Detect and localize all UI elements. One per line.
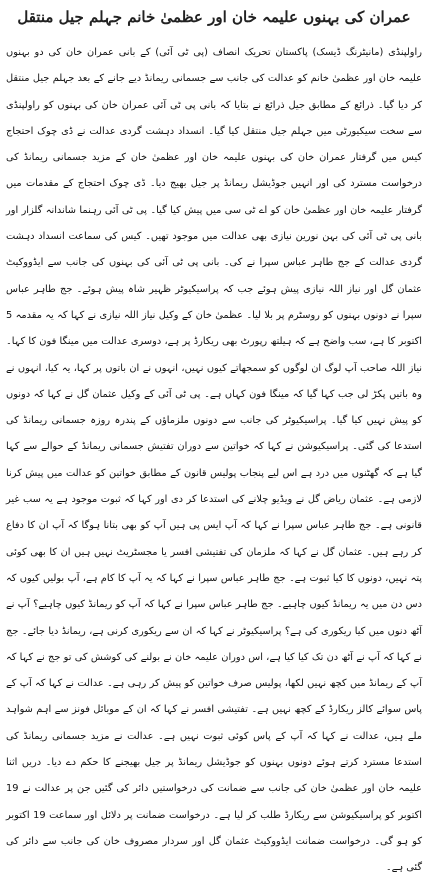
article-headline: عمران کی بہنوں علیمہ خان اور عظمیٰ خانم جہلم جیل منتقل xyxy=(17,8,411,26)
article-body xyxy=(6,40,422,882)
article-paragraph: راولپنڈی (مانیٹرنگ ڈیسک) پاکستان تحریک انصاف (پی ٹی آئی) کے بانی عمران خان کی دو بہنوں علیمہ خان اور عظمیٰ خانم کو عدالت کی جانب سے جسمانی ریمانڈ دیے جانے کے بعد جہلم جیل منتقل کر دیا گیا۔ ذرائع کے مطابق جیل ذرائع نے بتایا کہ بانی پی ٹی آئی عمران خان کی بہنوں کو راولپنڈی سے سخت سیکیورٹی میں جہلم جیل منتقل کیا گیا۔ انسداد دہشت گردی عدالت نے ڈی چوک احتجاج کیس میں گرفتار عمران خان کی بہنوں علیمہ خان اور عظمیٰ خان کے مزید جسمانی ریمانڈ کی درخواست مسترد کی اور انہیں جوڈیشل ریمانڈ پر جیل بھیج دیا۔ ڈی چوک احتجاج کے مقدمات میں گرفتار علیمہ خان اور عظمیٰ خان کو اے ٹی سی میں پیش کیا گیا۔ پی ٹی آئی رہنما شاندانہ گلزار اور بانی پی ٹی آئی کی بہن نورین نیازی بھی عدالت میں موجود تھیں۔ کیس کی سماعت انسداد دہشت گردی عدالت کے جج طاہر عباس سپرا نے کی۔ بانی پی ٹی آئی کی بہنوں کی جانب سے ایڈووکیٹ عثمان گل اور نیاز اللہ نیازی پیش ہوئے جب کہ پراسیکیوٹر ظہیر شاہ پیش ہوئے۔ جج طاہر عباس سپرا نے دونوں بہنوں کو روسٹرم پر بلا لیا۔ عظمیٰ خان کے وکیل نیاز اللہ نیازی نے کہا کہ یہ مقدمہ 5 اکتوبر کا ہے، سب واضح ہے کہ ہیلتھ رپورٹ بھی ریکارڈ پر ہے، دوسری عدالت میں مینگا فون کا کہا۔ نیاز اللہ صاحب آپ لوگ ان لوگوں کو سمجھاتے کیوں نہیں، انہوں نے ان باتوں پر کہا، یہ کیا، انہوں نے وہ باتیں پکڑ لی جب کہا گیا کہ مینگا فون کہاں ہے۔ پی ٹی آئی کے وکیل عثمان گل نے کہا کہ دونوں کو پیش نہیں کیا گیا۔ پراسیکیوٹر کی جانب سے دونوں ملزماؤں کے پندرہ روزہ جسمانی ریمانڈ کی استدعا کی گئی۔ پراسیکیوشن نے کہا کہ خواتین سے دوران تفتیش جسمانی ریمانڈ کے حوالے سے کہا گیا ہے کہ گھٹنوں میں درد ہے اس لیے پنجاب پولیس قانون کے مطابق خواتین کو عدالت میں پیش کرنا لازمی ہے۔ عثمان ریاض گل نے ویڈیو چلانے کی استدعا کر دی اور کہا کہ ثبوت موجود ہے یہ سب غیر قانونی ہے۔ جج طاہر عباس سپرا نے کہا کہ آپ ایس پی ہیں آپ کو بھی بتانا ہوگا کہ آپ ان کا دفاع کر رہے ہیں۔ عثمان گل نے کہا کہ ملزمان کی تفتیشی افسر یا مجسٹریٹ نہیں ہیں ان کا بھی کوئی پتہ نہیں، دونوں کا کیا ثبوت ہے۔ جج طاہر عباس سپرا نے کہا کہ یہ آپ کا کام ہے، آپ بولیں کیوں کہ دس دن میں یہ ریمانڈ کیوں چاہیے۔ جج طاہر عباس سپرا نے کہا کہ آپ کو ریمانڈ کیوں چاہیے؟ آپ نے آٹھ دنوں میں کیا ریکوری کی ہے؟ پراسیکیوٹر نے کہا کہ ان سے ریکوری کرنی ہے، ریمانڈ دیا جائے۔ جج نے کہا کہ آپ نے آٹھ دن تک کیا کیا ہے، اس دوران علیمہ خان نے بولنے کی کوشش کی تو جج نے کہا کہ آپ کے ریمانڈ میں کچھ نہیں لکھا، پولیس صرف خواتین کو پیش کر رہی ہے۔ عدالت نے کہا کہ آپ کے پاس سوائے کالز ریکارڈ کے کچھ نہیں ہے۔ تفتیشی افسر نے کہا کہ ان کے موبائل فونز سے اہم شواہد ملے ہیں، عدالت نے کہا کہ آپ کے پاس کوئی ثبوت نہیں ہے۔ عدالت نے مزید جسمانی ریمانڈ کی استدعا مسترد کرتے ہوئے دونوں بہنوں کو جوڈیشل ریمانڈ پر جیل بھیجنے کا حکم دے دیا۔ دریں اثنا علیمہ خان اور عظمیٰ خان کی جانب سے ضمانت کی درخواستیں دائر کی گئیں جن پر عدالت نے 19 اکتوبر کو پراسیکیوشن سے ریکارڈ طلب کر لیا ہے۔ درخواست ضمانت پر دلائل اور سماعت 19 اکتوبر کو ہو گی۔ درخواست ضمانت ایڈووکیٹ عثمان گل اور سردار مصروف خان کی جانب سے دائر کی گئی ہے۔ xyxy=(6,47,423,874)
